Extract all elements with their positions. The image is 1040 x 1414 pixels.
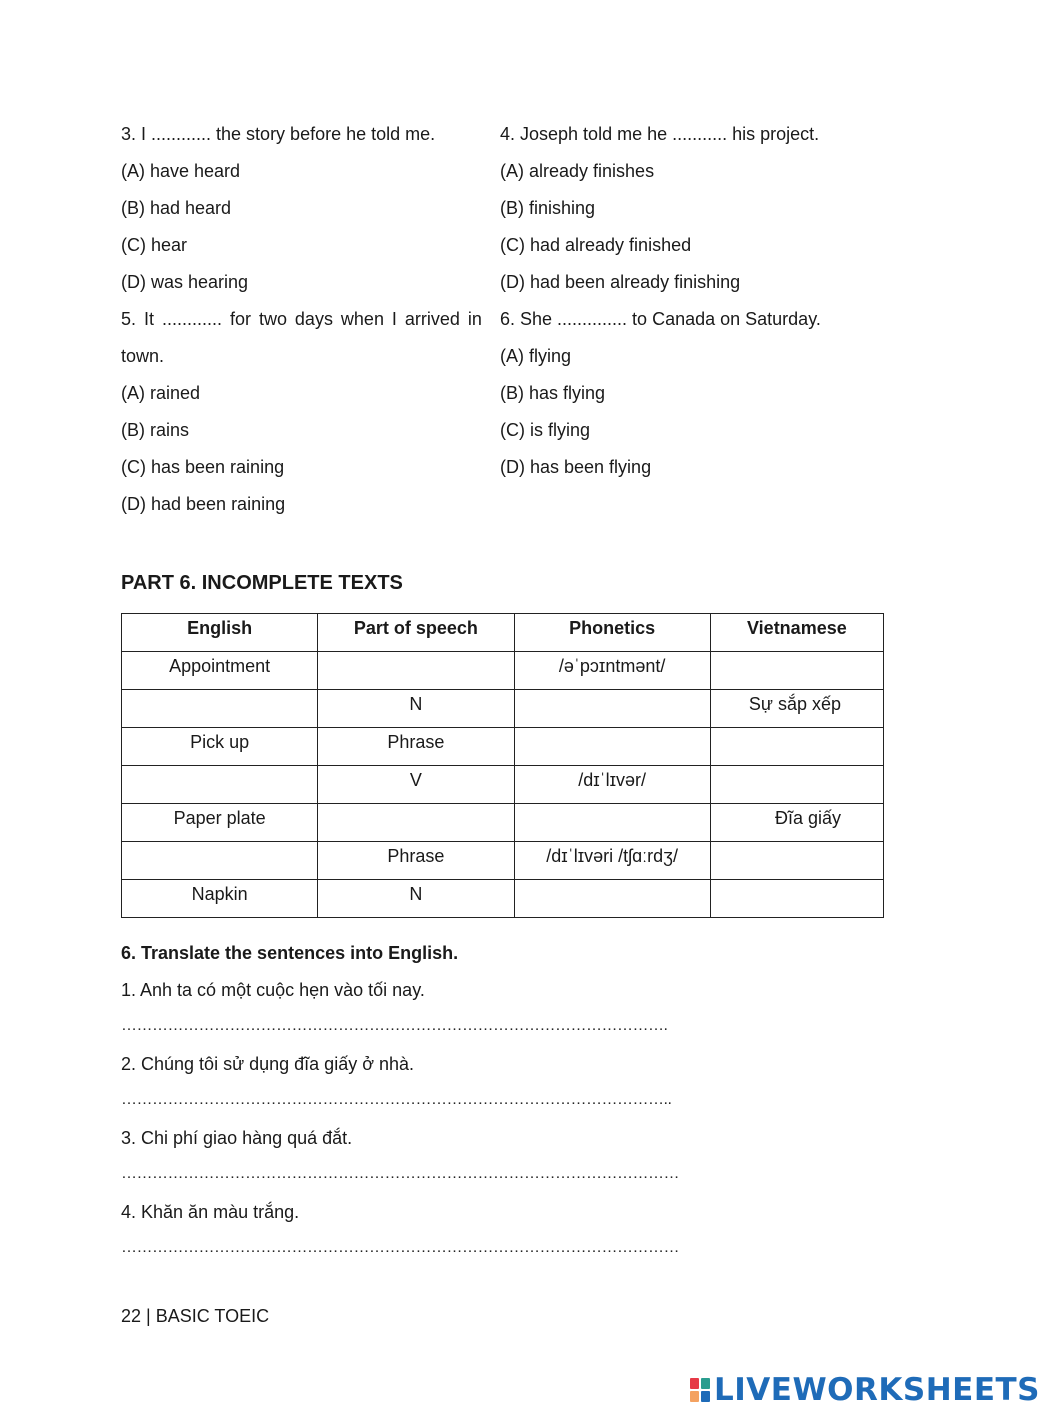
- part-6-heading: PART 6. INCOMPLETE TEXTS: [121, 572, 403, 594]
- header-part-of-speech: Part of speech: [318, 614, 514, 652]
- vocabulary-table: [121, 613, 884, 918]
- cell-part-of-speech[interactable]: [318, 652, 514, 690]
- q5-word: when: [340, 309, 384, 329]
- question-4-option-c: (C) had already finished: [500, 235, 692, 255]
- q5-word: 5.: [121, 309, 137, 329]
- cell-phonetics[interactable]: [514, 804, 710, 842]
- question-5-stem-line2: town.: [121, 346, 165, 366]
- question-3-option-d: (D) was hearing: [121, 272, 249, 292]
- answer-line-4[interactable]: ………………………………………………………………………………………………: [121, 1239, 679, 1256]
- exercise-title: 6. Translate the sentences into English.: [121, 943, 459, 963]
- header-phonetics: Phonetics: [514, 614, 710, 652]
- logo-tile: [690, 1378, 699, 1389]
- cell-part-of-speech: Phrase: [318, 842, 514, 880]
- answer-line-3[interactable]: ………………………………………………………………………………………………: [121, 1165, 679, 1182]
- cell-vietnamese[interactable]: [710, 728, 883, 766]
- exercise-item-4: 4. Khăn ăn màu trắng.: [121, 1202, 300, 1222]
- exercise-item-1: 1. Anh ta có một cuộc hẹn vào tối nay.: [121, 980, 425, 1000]
- logo-tile: [701, 1391, 710, 1402]
- cell-vietnamese: Đĩa giấy: [710, 804, 883, 842]
- exercise-item-3: 3. Chi phí giao hàng quá đắt.: [121, 1128, 353, 1148]
- table-row: [122, 842, 884, 880]
- answer-line-1[interactable]: …………………………………………………………………………………………….: [121, 1017, 668, 1034]
- page-footer: 22 | BASIC TOEIC: [121, 1306, 270, 1326]
- cell-english: Appointment: [122, 652, 318, 690]
- table-row: [122, 690, 884, 728]
- question-4-option-d: (D) had been already finishing: [500, 272, 741, 292]
- cell-english: Napkin: [122, 880, 318, 918]
- question-4-option-a: (A) already finishes: [500, 161, 655, 181]
- cell-english[interactable]: [122, 766, 318, 804]
- cell-vietnamese: Sự sắp xếp: [710, 690, 883, 728]
- cell-part-of-speech: Phrase: [318, 728, 514, 766]
- q5-word: I: [391, 309, 397, 329]
- q5-word: days: [294, 309, 333, 329]
- cell-part-of-speech: N: [318, 690, 514, 728]
- question-6-option-a: (A) flying: [500, 346, 572, 366]
- cell-phonetics: /dɪˈlɪvər/: [514, 766, 710, 804]
- cell-english[interactable]: [122, 690, 318, 728]
- question-5-option-c: (C) has been raining: [121, 457, 285, 477]
- logo-tile: [690, 1391, 699, 1402]
- q5-word: for: [229, 309, 251, 329]
- question-6-stem: 6. She .............. to Canada on Saturday.: [500, 309, 821, 329]
- cell-part-of-speech: N: [318, 880, 514, 918]
- question-3-option-b: (B) had heard: [121, 198, 232, 218]
- q5-word: It: [143, 309, 154, 329]
- table-row: [122, 652, 884, 690]
- logo-tile: [701, 1378, 710, 1389]
- question-4-option-b: (B) finishing: [500, 198, 596, 218]
- q5-word: ............: [161, 309, 222, 329]
- header-vietnamese: Vietnamese: [710, 614, 883, 652]
- q5-word: in: [467, 309, 482, 329]
- question-5-option-a: (A) rained: [121, 383, 201, 403]
- question-5-option-b: (B) rains: [121, 420, 190, 440]
- table-row: [122, 880, 884, 918]
- question-3-stem: 3. I ............ the story before he told me.: [121, 124, 436, 144]
- table-row: [122, 766, 884, 804]
- liveworksheets-logo[interactable]: [690, 1372, 1040, 1408]
- question-4-stem: 4. Joseph told me he ........... his project.: [500, 124, 820, 144]
- cell-part-of-speech: V: [318, 766, 514, 804]
- cell-english: Pick up: [122, 728, 318, 766]
- cell-vietnamese[interactable]: [710, 652, 883, 690]
- question-5-stem-line1: [121, 308, 482, 330]
- header-english: English: [122, 614, 318, 652]
- cell-vietnamese[interactable]: [710, 842, 883, 880]
- cell-part-of-speech[interactable]: [318, 804, 514, 842]
- question-6-option-d: (D) has been flying: [500, 457, 652, 477]
- cell-english[interactable]: [122, 842, 318, 880]
- question-3-option-a: (A) have heard: [121, 161, 241, 181]
- cell-phonetics[interactable]: [514, 690, 710, 728]
- table-row: [122, 804, 884, 842]
- answer-line-2[interactable]: ……………………………………………………………………………………………..: [121, 1091, 672, 1108]
- q5-word: two: [258, 309, 287, 329]
- cell-phonetics[interactable]: [514, 728, 710, 766]
- question-6-option-b: (B) has flying: [500, 383, 606, 403]
- question-5-option-d: (D) had been raining: [121, 494, 286, 514]
- question-3-option-c: (C) hear: [121, 235, 188, 255]
- table-row: [122, 728, 884, 766]
- cell-phonetics: /əˈpɔɪntmənt/: [514, 652, 710, 690]
- exercise-item-2: 2. Chúng tôi sử dụng đĩa giấy ở nhà.: [121, 1054, 415, 1074]
- logo-text: LIVEWORKSHEETS: [714, 1372, 1040, 1408]
- table-header-row: [122, 614, 884, 652]
- cell-vietnamese[interactable]: [710, 880, 883, 918]
- question-6-option-c: (C) is flying: [500, 420, 591, 440]
- cell-vietnamese[interactable]: [710, 766, 883, 804]
- q5-word: arrived: [404, 309, 460, 329]
- cell-phonetics: /dɪˈlɪvəri /tʃɑːrdʒ/: [514, 842, 710, 880]
- cell-english: Paper plate: [122, 804, 318, 842]
- logo-mark-icon: [690, 1378, 710, 1402]
- cell-phonetics[interactable]: [514, 880, 710, 918]
